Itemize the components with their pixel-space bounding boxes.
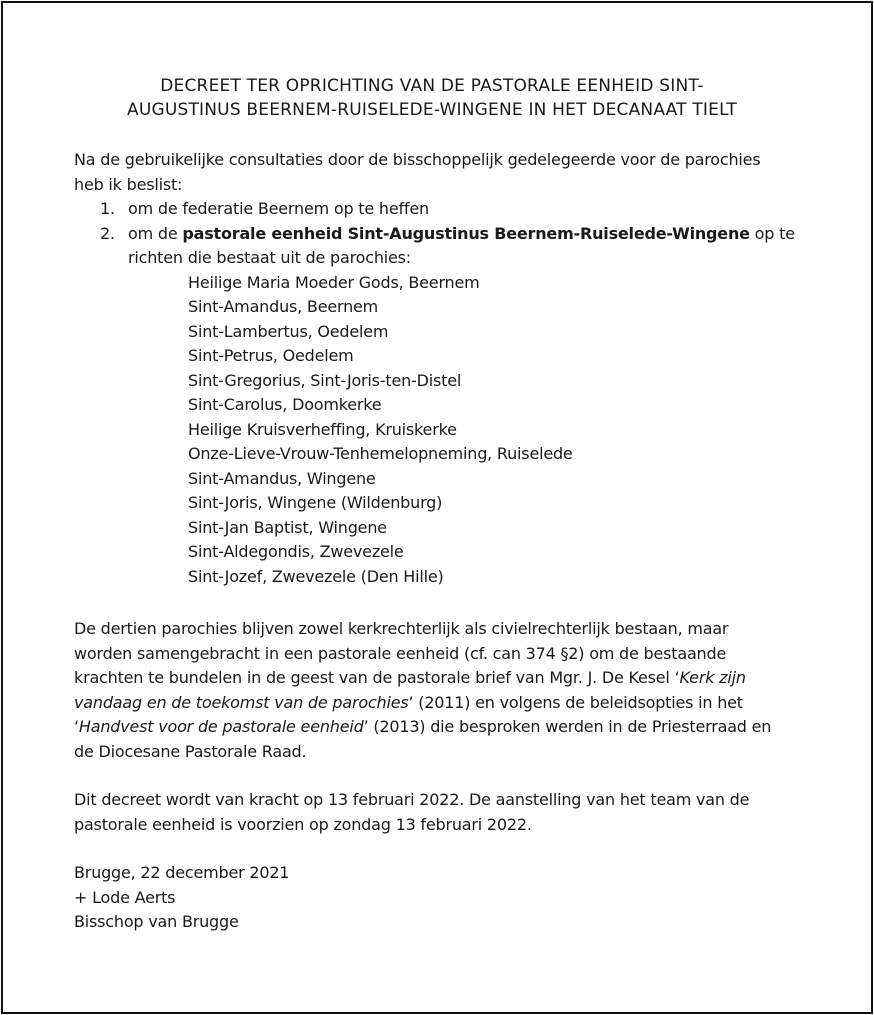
- parish-item: Sint-Gregorius, Sint-Joris-ten-Distel: [188, 370, 462, 390]
- parish-item: Onze-Lieve-Vrouw-Tenhemelopneming, Ruiselede: [188, 444, 573, 463]
- parish-item: Heilige Kruisverheffing, Kruiskerke: [188, 419, 457, 439]
- intro-line-2: heb ik beslist:: [74, 174, 183, 194]
- quote-open: ‘: [74, 717, 79, 736]
- explanation-line-3: krachten te bundelen in de geest van de pastorale brief van Mgr. J. De Kesel ‘: [74, 668, 680, 687]
- charter-title: Handvest voor de pastorale eenheid: [78, 717, 364, 736]
- parish-list: [74, 271, 804, 590]
- decision-text-suffix: op te: [749, 223, 795, 243]
- explanation-line-4: ’ (2011) en volgens de beleidsopties in het: [408, 692, 743, 712]
- effective-date-paragraph: [74, 788, 804, 837]
- parish-item: Sint-Jozef, Zwevezele (Den Hille): [188, 566, 444, 586]
- signature-block: [74, 861, 804, 935]
- pastoral-letter-title-part-2: vandaag en de toekomst van de parochies: [74, 692, 409, 712]
- decision-text: om de federatie Beernem op te heffen: [128, 199, 429, 218]
- decision-number: 2.: [100, 223, 115, 243]
- intro-line-1: Na de gebruikelijke consultaties door de bisschoppelijk gedelegeerde voor de parochies: [74, 150, 761, 169]
- decision-text-prefix: om de: [128, 223, 183, 243]
- decision-list: [74, 197, 804, 271]
- effective-date-line-2: pastorale eenheid is voorzien op zondag 13 februari 2022.: [74, 814, 532, 834]
- title-line-1: DECREET TER OPRICHTING VAN DE PASTORALE EENHEID SINT-: [160, 76, 704, 96]
- decision-item-1: [74, 197, 804, 222]
- title-line-2: AUGUSTINUS BEERNEM-RUISELEDE-WINGENE IN HET DECANAAT TIELT: [126, 100, 737, 120]
- parish-item: Sint-Amandus, Wingene: [188, 468, 376, 488]
- decision-item-2: [74, 222, 804, 271]
- pastoral-letter-title-part-1: Kerk zijn: [679, 668, 746, 687]
- explanation-line-6: de Diocesane Pastorale Raad.: [74, 741, 307, 761]
- effective-date-line-1: Dit decreet wordt van kracht op 13 februari 2022. De aanstelling van het team van de: [74, 790, 750, 809]
- decree-document: [74, 74, 804, 935]
- parish-item: Sint-Carolus, Doomkerke: [188, 395, 382, 414]
- decree-title: [74, 74, 790, 122]
- parish-item: Sint-Jan Baptist, Wingene: [188, 517, 387, 537]
- explanation-line-2: worden samengebracht in een pastorale eenheid (cf. can 374 §2) om de bestaande: [74, 643, 727, 663]
- parish-item: Sint-Aldegondis, Zwevezele: [188, 542, 404, 561]
- explanation-line-5: ’ (2013) die besproken werden in de Priesterraad en: [363, 717, 772, 736]
- explanation-line-1: De dertien parochies blijven zowel kerkrechterlijk als civielrechterlijk bestaan, maar: [74, 619, 729, 638]
- parish-item: Heilige Maria Moeder Gods, Beernem: [188, 272, 480, 292]
- decision-number: 1.: [100, 199, 115, 218]
- signatory-role: Bisschop van Brugge: [74, 912, 239, 931]
- parish-item: Sint-Petrus, Oedelem: [188, 346, 354, 365]
- intro-paragraph: [74, 148, 804, 197]
- parish-item: Sint-Amandus, Beernem: [188, 297, 379, 316]
- parish-item: Sint-Lambertus, Oedelem: [188, 321, 389, 341]
- signatory-name: + Lode Aerts: [74, 887, 176, 907]
- place-and-date: Brugge, 22 december 2021: [74, 863, 290, 882]
- explanation-paragraph: [74, 617, 804, 764]
- pastoral-unit-name: pastorale eenheid Sint-Augustinus Beernem-Ruiselede-Wingene: [182, 223, 750, 243]
- parish-item: Sint-Joris, Wingene (Wildenburg): [188, 493, 443, 512]
- decision-text-line-2: richten die bestaat uit de parochies:: [128, 248, 411, 267]
